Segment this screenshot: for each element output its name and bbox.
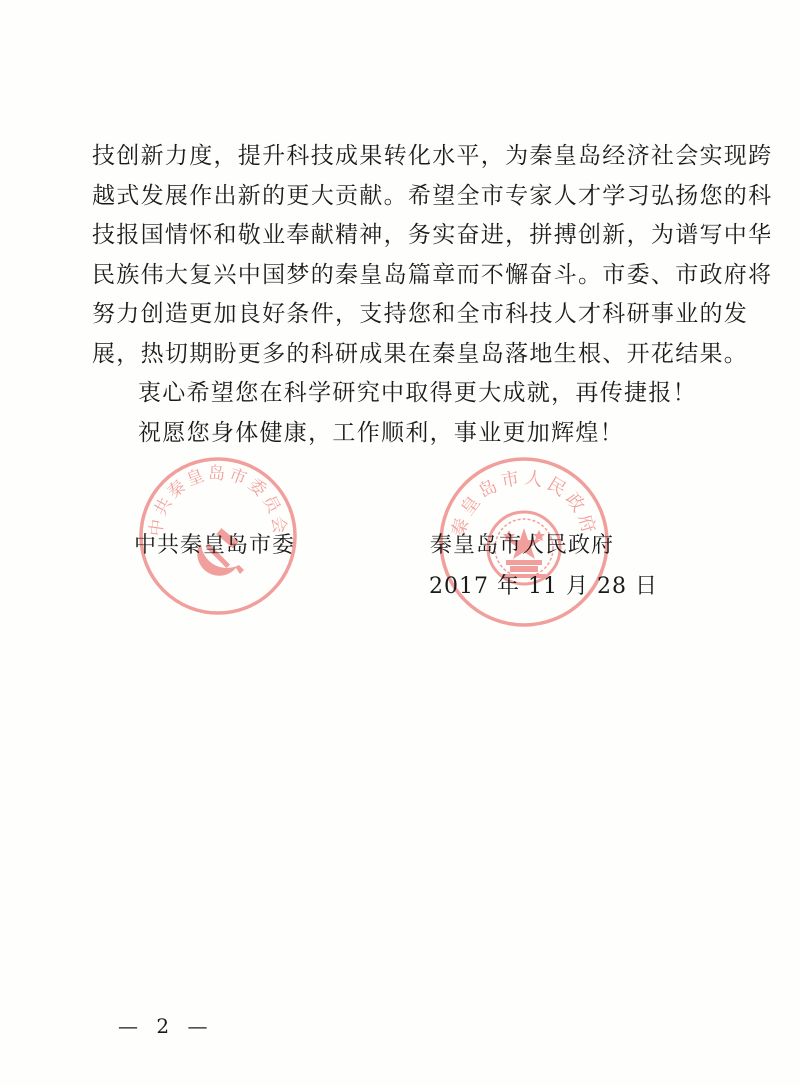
blessing-line: 祝愿您身体健康，工作顺利，事业更加辉煌！ <box>138 419 624 446</box>
letter-body <box>92 137 773 453</box>
paragraph-line: 越式发展作出新的更大贡献。希望全市专家人才学习弘扬您的科 <box>92 182 773 209</box>
government-seal-text: 秦皇岛市人民政府 <box>447 467 601 540</box>
paragraph-line: 努力创造更加良好条件，支持您和全市科技人才科研事业的发 <box>92 301 749 327</box>
svg-text:中共秦皇岛市委员会 <box>146 464 289 538</box>
paragraph-line: 技创新力度，提升科技成果转化水平，为秦皇岛经济社会实现跨 <box>92 143 773 169</box>
paragraph-line: 技报国情怀和敬业奉献精神，务实奋进，拼搏创新，为谱写中华 <box>92 222 773 248</box>
party-signature: 中共秦皇岛市委 <box>134 533 296 558</box>
government-signature: 秦皇岛市人民政府 <box>430 533 615 558</box>
party-seal-text: 中共秦皇岛市委员会 <box>146 463 290 538</box>
paragraph-line: 展，热切期盼更多的科研成果在秦皇岛落地生根、开花结果。 <box>92 340 749 367</box>
page-number: — 2 — <box>118 1014 214 1038</box>
wish-line: 衷心希望您在科学研究中取得更大成就，再传捷报！ <box>138 380 697 406</box>
paragraph-line: 民族伟大复兴中国梦的秦皇岛篇章而不懈奋斗。市委、市政府将 <box>92 261 773 288</box>
signature-date: 2017 年 11 月 28 日 <box>429 574 658 599</box>
